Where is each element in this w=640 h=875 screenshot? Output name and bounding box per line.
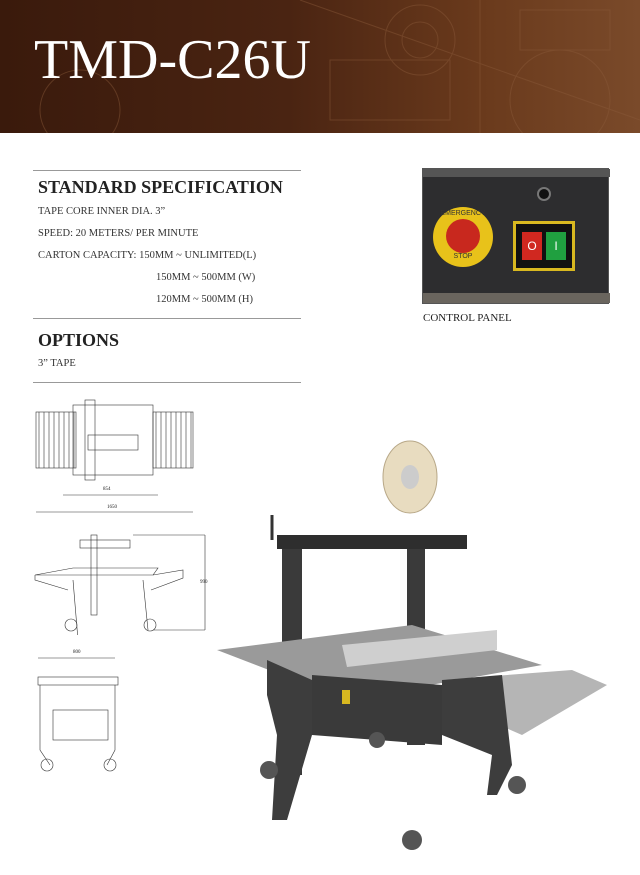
top-view-drawing bbox=[33, 395, 195, 515]
options-heading: OPTIONS bbox=[38, 330, 120, 350]
spec-line: TAPE CORE INNER DIA. 3” bbox=[38, 206, 166, 217]
divider bbox=[33, 318, 301, 319]
page-title: TMD-C26U bbox=[34, 29, 311, 91]
front-view-drawing bbox=[35, 650, 135, 775]
control-panel-photo bbox=[422, 168, 609, 304]
spec-line: 150MM ~ 500MM (W) bbox=[156, 272, 256, 283]
emergency-label: EMERGENCY bbox=[440, 210, 486, 217]
on-button: I bbox=[546, 232, 566, 260]
header-banner bbox=[0, 0, 640, 133]
dimension-label: 1650 bbox=[107, 505, 117, 510]
control-panel-caption: CONTROL PANEL bbox=[423, 312, 512, 324]
side-view-drawing bbox=[33, 530, 213, 635]
spec-heading: STANDARD SPECIFICATION bbox=[38, 177, 283, 197]
switch-box bbox=[513, 221, 575, 271]
case-sealer-machine-photo bbox=[212, 435, 632, 855]
divider bbox=[33, 170, 301, 171]
dimension-label: 854 bbox=[103, 487, 111, 492]
spec-line: SPEED: 20 METERS/ PER MINUTE bbox=[38, 228, 199, 239]
spec-line: CARTON CAPACITY: 150MM ~ UNLIMITED(L) bbox=[38, 250, 257, 261]
emergency-stop-button bbox=[433, 207, 493, 267]
spec-line: 120MM ~ 500MM (H) bbox=[156, 294, 253, 305]
option-line: 3” TAPE bbox=[38, 358, 76, 369]
divider bbox=[33, 382, 301, 383]
stop-label: STOP bbox=[453, 253, 473, 260]
dimension-label: 800 bbox=[73, 650, 81, 655]
dimension-label: 990 bbox=[200, 580, 208, 585]
off-button: O bbox=[522, 232, 542, 260]
